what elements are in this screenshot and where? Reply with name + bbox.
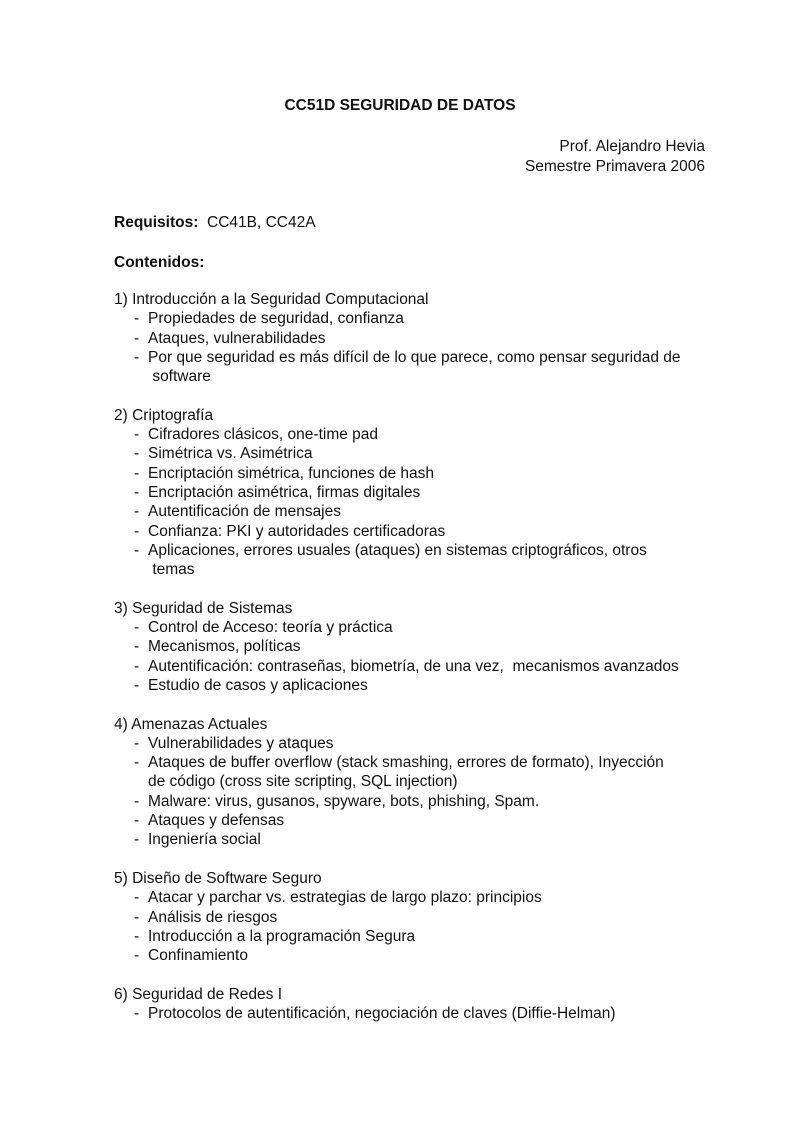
- list-item: [114, 309, 714, 328]
- list-item: [114, 676, 714, 695]
- section-title: 5) Diseño de Software Seguro: [114, 869, 322, 887]
- list-item-text: Ingeniería social: [148, 831, 261, 849]
- requisitos-label: Requisitos:: [114, 214, 199, 231]
- list-item-text: Estudio de casos y aplicaciones: [148, 676, 368, 694]
- section-title: 6) Seguridad de Redes I: [114, 985, 283, 1003]
- contenidos-heading: Contenidos:: [114, 254, 205, 271]
- content-section: [114, 985, 714, 1024]
- list-bullet: -: [134, 638, 140, 656]
- list-item-text: Ataques y defensas: [148, 812, 285, 830]
- list-bullet: -: [134, 426, 140, 444]
- list-item-text: Control de Acceso: teoría y práctica: [148, 619, 393, 637]
- list-bullet: -: [134, 445, 140, 463]
- list-item-text: Encriptación asimétrica, firmas digitales: [148, 483, 421, 501]
- list-item-text: Encriptación simétrica, funciones de hash: [148, 464, 435, 482]
- list-item: [114, 811, 714, 830]
- list-item: [114, 444, 714, 463]
- list-bullet: -: [134, 947, 140, 965]
- list-item: [114, 1004, 714, 1023]
- list-item: [114, 927, 714, 946]
- list-bullet: -: [134, 792, 140, 810]
- section-title: 1) Introducción a la Seguridad Computacional: [114, 291, 429, 308]
- list-bullet: -: [134, 541, 140, 559]
- list-item-text: Protocolos de autentificación, negociación de claves (Diffie-Helman): [148, 1004, 616, 1022]
- list-item: [114, 522, 714, 541]
- list-item: [114, 753, 714, 792]
- list-item-text: Vulnerabilidades y ataques: [148, 734, 334, 752]
- list-item-text: Aplicaciones, errores usuales (ataques) en sistemas criptográficos, otros temas: [148, 541, 647, 579]
- list-item-text: Análisis de riesgos: [148, 908, 278, 926]
- section-items: [114, 888, 714, 965]
- list-bullet: -: [134, 908, 140, 926]
- list-item: [114, 618, 714, 637]
- requisitos-line: [114, 213, 316, 232]
- list-bullet: -: [134, 522, 140, 540]
- list-bullet: -: [134, 676, 140, 694]
- list-item-text: Propiedades de seguridad, confianza: [148, 310, 404, 328]
- list-item-text: Ataques de buffer overflow (stack smashing, errores de formato), Inyección de código (cross site scripting, SQL injection): [148, 754, 664, 791]
- section-title: 2) Criptografía: [114, 406, 214, 424]
- list-item: [114, 329, 714, 348]
- list-bullet: -: [134, 812, 140, 830]
- list-item: [114, 483, 714, 502]
- section-items: [114, 1004, 714, 1023]
- list-item-text: Simétrica vs. Asimétrica: [148, 445, 313, 463]
- list-item-text: Malware: virus, gusanos, spyware, bots, phishing, Spam.: [148, 792, 540, 810]
- list-item: [114, 637, 714, 656]
- section-items: [114, 309, 714, 386]
- list-bullet: -: [134, 754, 140, 772]
- list-item-text: Atacar y parchar vs. estrategias de largo plazo: principios: [148, 889, 542, 907]
- list-item: [114, 888, 714, 907]
- list-item-text: Introducción a la programación Segura: [148, 927, 416, 945]
- list-bullet: -: [134, 889, 140, 907]
- list-item: [114, 908, 714, 927]
- content-section: [114, 599, 714, 695]
- list-bullet: -: [134, 734, 140, 752]
- list-bullet: -: [134, 464, 140, 482]
- list-item-text: Cifradores clásicos, one-time pad: [148, 426, 379, 444]
- list-item: [114, 541, 714, 580]
- list-bullet: -: [134, 927, 140, 945]
- list-item-text: Ataques, vulnerabilidades: [148, 329, 326, 347]
- list-item: [114, 348, 714, 387]
- list-bullet: -: [134, 1004, 140, 1022]
- section-title: 3) Seguridad de Sistemas: [114, 599, 293, 617]
- content-section: [114, 406, 714, 580]
- requisitos-value: CC41B, CC42A: [207, 214, 316, 231]
- list-item: [114, 734, 714, 753]
- list-item: [114, 502, 714, 521]
- list-item: [114, 425, 714, 444]
- content-section: [114, 290, 714, 386]
- list-bullet: -: [134, 657, 140, 675]
- section-items: [114, 618, 714, 695]
- list-bullet: -: [134, 483, 140, 501]
- list-item-text: Mecanismos, políticas: [148, 638, 301, 656]
- list-item-text: Confinamiento: [148, 947, 248, 965]
- content-section: [114, 715, 714, 850]
- list-item: [114, 657, 714, 676]
- content-section: [114, 869, 714, 965]
- list-bullet: -: [134, 831, 140, 849]
- list-item-text: Autentificación: contraseñas, biometría, de una vez, mecanismos avanzados: [148, 657, 679, 675]
- header-info: [525, 137, 705, 176]
- list-item-text: Autentificación de mensajes: [148, 503, 342, 521]
- section-title: 4) Amenazas Actuales: [114, 715, 268, 733]
- list-item: [114, 792, 714, 811]
- list-bullet: -: [134, 310, 140, 328]
- semester: Semestre Primavera 2006: [524, 157, 705, 175]
- section-items: [114, 734, 714, 850]
- list-bullet: -: [134, 503, 140, 521]
- list-item-text: Por que seguridad es más difícil de lo que parece, como pensar seguridad de software: [148, 348, 681, 386]
- contents-sections: [114, 290, 714, 1043]
- list-bullet: -: [134, 329, 140, 347]
- list-bullet: -: [134, 619, 140, 637]
- list-bullet: -: [134, 348, 140, 366]
- list-item-text: Confianza: PKI y autoridades certificadoras: [148, 522, 446, 540]
- list-item: [114, 830, 714, 849]
- professor-name: Prof. Alejandro Hevia: [559, 138, 705, 155]
- document-title: CC51D SEGURIDAD DE DATOS: [284, 97, 516, 114]
- list-item: [114, 946, 714, 965]
- section-items: [114, 425, 714, 579]
- list-item: [114, 464, 714, 483]
